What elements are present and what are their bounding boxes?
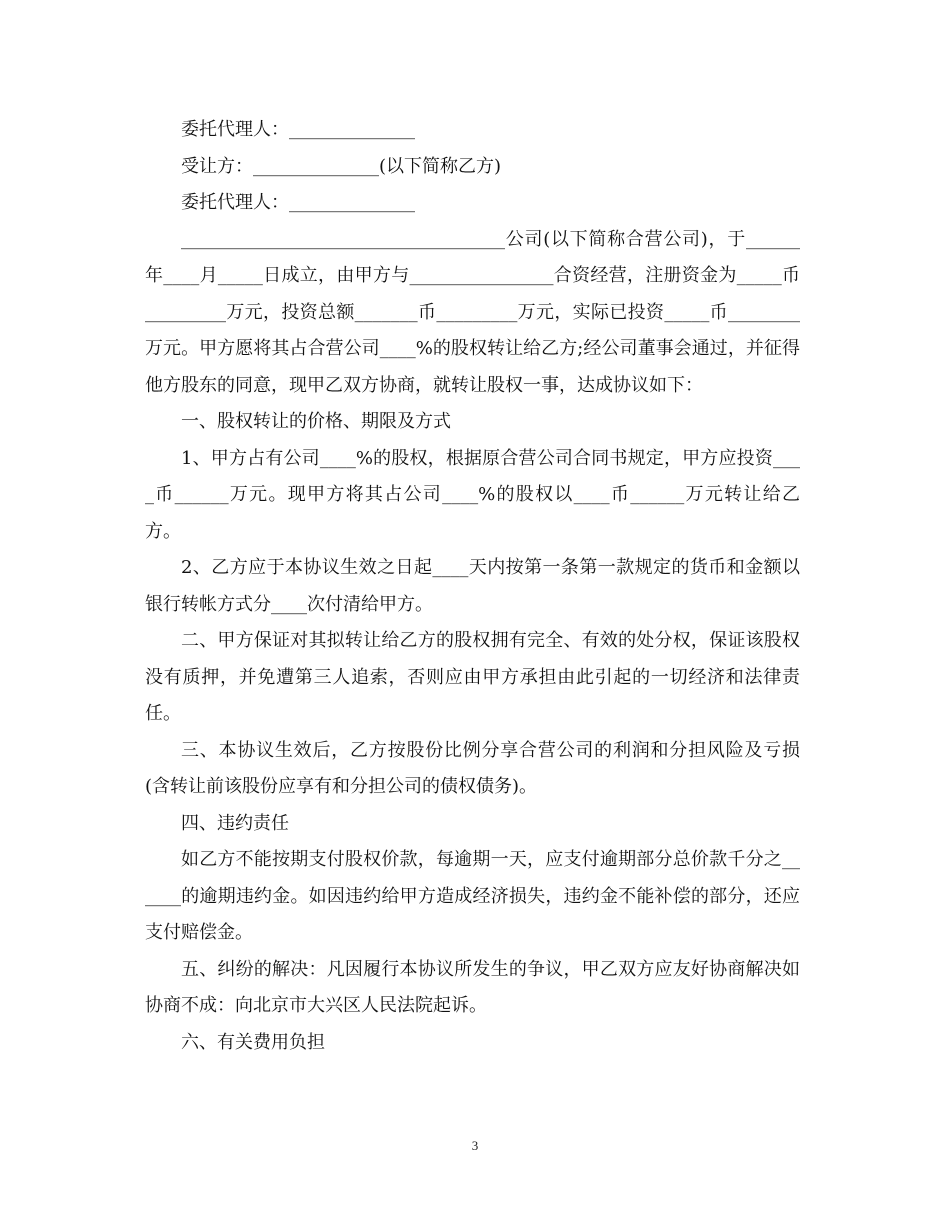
paragraph-agent-transferor: 委托代理人：______________: [181, 119, 415, 140]
clause-4-breach-detail: 如乙方不能按期支付股权价款，每逾期一天，应支付逾期部分总价款千分之______的逾期违约金。如因违约给甲方造成经济损失，违约金不能补偿的部分，还应支付赔偿金。: [145, 849, 800, 943]
section-heading-fees: 六、有关费用负担: [181, 1031, 325, 1053]
paragraph-company-background: ____________________________________公司(以下简称合营公司)，于______年____月_____日成立，由甲方与________________合资经营，注册资金为_____币_________万元，投资总额_______币_________万元，实际已投资_____币________万元。甲方愿将其占合营公司____%的股权转让给乙方;经公司董事会通过，并征得他方股东的同意，现甲乙双方协商，就转让股权一事，达成协议如下：: [145, 228, 800, 396]
paragraph-transferee: 受让方：______________(以下简称乙方): [181, 155, 502, 177]
section-heading-price-term-method: 一、股权转让的价格、期限及方式: [181, 411, 451, 432]
clause-1-1: 1、甲方占有公司____%的股权，根据原合营公司合同书规定，甲方应投资____币______万元。现甲方将其占公司____%的股权以____币______万元转让给乙方。: [145, 447, 800, 542]
section-heading-breach: 四、违约责任: [181, 812, 289, 834]
paragraph-agent-transferee: 委托代理人：______________: [181, 192, 415, 213]
page-number: 3: [471, 1138, 479, 1153]
document-body: [145, 112, 800, 1061]
clause-3-profit-sharing: 三、本协议生效后，乙方按股份比例分享合营公司的利润和分担风险及亏损(含转让前该股份应享有和分担公司的债权债务)。: [145, 739, 800, 797]
clause-5-dispute: 五、纠纷的解决：凡因履行本协议所发生的争议，甲乙双方应友好协商解决如协商不成：向北京市大兴区人民法院起诉。: [145, 958, 800, 1016]
clause-2-warranty: 二、甲方保证对其拟转让给乙方的股权拥有完全、有效的处分权，保证该股权没有质押，并免遭第三人追索，否则应由甲方承担由此引起的一切经济和法律责任。: [145, 630, 800, 724]
clause-1-2: 2、乙方应于本协议生效之日起____天内按第一条第一款规定的货币和金额以银行转帐方式分____次付清给甲方。: [145, 557, 800, 615]
